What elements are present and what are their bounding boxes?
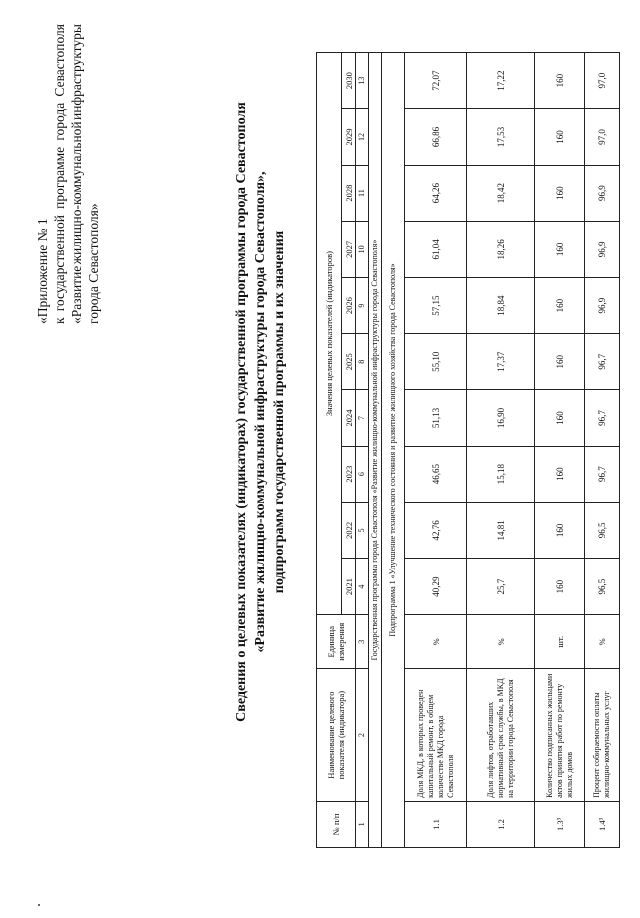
table-row bbox=[535, 53, 585, 848]
year-header: 2026 bbox=[342, 277, 356, 333]
row-value: 17,53 bbox=[467, 109, 535, 165]
row-value: 64,26 bbox=[405, 165, 467, 221]
year-header: 2024 bbox=[342, 390, 356, 446]
row-value: 61,04 bbox=[405, 221, 467, 277]
row-value: 160 bbox=[535, 390, 585, 446]
row-num: 1.2 bbox=[467, 801, 535, 847]
row-value: 17,22 bbox=[467, 53, 535, 109]
table-header-row bbox=[317, 53, 342, 848]
appendix-note bbox=[34, 24, 102, 324]
row-value: 25,7 bbox=[467, 558, 535, 614]
row-unit: шт. bbox=[535, 615, 585, 669]
row-value: 160 bbox=[535, 53, 585, 109]
indicators-table bbox=[316, 52, 620, 848]
program-title: Государственная программа города Севастополя «Развитие жилищно-коммунальной инфраструктуры города Севастополя» bbox=[369, 53, 382, 848]
appendix-word: государственной bbox=[52, 215, 67, 312]
row-value: 96,9 bbox=[585, 165, 620, 221]
row-name: Доля лифтов, отработавших нормативный срок службы, в МКД на территории города Севастополя bbox=[467, 669, 535, 801]
year-header: 2029 bbox=[342, 109, 356, 165]
title-line-2: «Развитие жилищно-коммунальной инфраструктуры города Севастополя», bbox=[253, 171, 268, 653]
row-value: 72,07 bbox=[405, 53, 467, 109]
year-header: 2021 bbox=[342, 558, 356, 614]
column-number: 4 bbox=[356, 558, 369, 614]
year-header: 2028 bbox=[342, 165, 356, 221]
row-value: 40,29 bbox=[405, 558, 467, 614]
program-row bbox=[369, 53, 382, 848]
year-header: 2025 bbox=[342, 334, 356, 390]
row-value: 16,90 bbox=[467, 390, 535, 446]
appendix-word: Севастополя bbox=[52, 24, 67, 97]
table-row bbox=[585, 53, 620, 848]
row-value: 46,65 bbox=[405, 446, 467, 502]
appendix-word: к bbox=[52, 317, 67, 324]
row-num: 1.3³ bbox=[535, 801, 585, 847]
row-num: 1.1 bbox=[405, 801, 467, 847]
column-number: 3 bbox=[356, 615, 369, 669]
row-value: 96,7 bbox=[585, 390, 620, 446]
table-row bbox=[405, 53, 467, 848]
table-row bbox=[467, 53, 535, 848]
row-value: 18,84 bbox=[467, 277, 535, 333]
year-header: 2027 bbox=[342, 221, 356, 277]
column-number: 7 bbox=[356, 390, 369, 446]
header-unit: Единица измерения bbox=[317, 615, 356, 669]
row-value: 97,0 bbox=[585, 53, 620, 109]
row-value: 97,0 bbox=[585, 109, 620, 165]
row-value: 160 bbox=[535, 334, 585, 390]
row-value: 18,26 bbox=[467, 221, 535, 277]
column-number: 11 bbox=[356, 165, 369, 221]
year-header: 2030 bbox=[342, 53, 356, 109]
row-value: 51,13 bbox=[405, 390, 467, 446]
column-number: 6 bbox=[356, 446, 369, 502]
year-header: 2023 bbox=[342, 446, 356, 502]
row-value: 96,5 bbox=[585, 558, 620, 614]
row-value: 160 bbox=[535, 446, 585, 502]
row-value: 160 bbox=[535, 558, 585, 614]
year-header: 2022 bbox=[342, 502, 356, 558]
row-value: 42,76 bbox=[405, 502, 467, 558]
header-name: Наименование целевого показателя (индикатора) bbox=[317, 669, 356, 801]
row-value: 96,7 bbox=[585, 446, 620, 502]
title-line-1: Сведения о целевых показателях (индикаторах) государственной программы города Севастополя bbox=[234, 102, 249, 722]
document-title bbox=[232, 62, 289, 762]
title-line-3: подпрограмм государственной программы и их значения bbox=[272, 230, 287, 594]
column-number: 13 bbox=[356, 53, 369, 109]
column-numbers-row bbox=[356, 53, 369, 848]
row-value: 96,9 bbox=[585, 221, 620, 277]
row-value: 17,37 bbox=[467, 334, 535, 390]
appendix-word: инфраструктуры bbox=[69, 24, 84, 121]
row-value: 96,7 bbox=[585, 334, 620, 390]
row-value: 160 bbox=[535, 502, 585, 558]
row-name: Количество подписанных жильцами актов принятия работ по ремонту жилых домов bbox=[535, 669, 585, 801]
subprogram-row bbox=[382, 53, 405, 848]
row-value: 66,86 bbox=[405, 109, 467, 165]
column-number: 1 bbox=[356, 801, 369, 847]
appendix-word: жилищно-коммунальной bbox=[69, 121, 84, 265]
appendix-word: «Развитие bbox=[69, 265, 84, 324]
row-unit: % bbox=[467, 615, 535, 669]
column-number: 2 bbox=[356, 669, 369, 801]
column-number: 8 bbox=[356, 334, 369, 390]
row-value: 96,5 bbox=[585, 502, 620, 558]
scan-speck bbox=[38, 904, 40, 906]
appendix-word: программе bbox=[52, 146, 67, 209]
row-value: 96,9 bbox=[585, 277, 620, 333]
row-value: 15,18 bbox=[467, 446, 535, 502]
row-value: 160 bbox=[535, 221, 585, 277]
column-number: 9 bbox=[356, 277, 369, 333]
subprogram-title: Подпрограмма 1 «Улучшение технического состояния и развитие жилищного хозяйства города Севастополя» bbox=[382, 53, 405, 848]
row-value: 14,81 bbox=[467, 502, 535, 558]
row-name: Процент собираемости оплаты жилищно-коммунальных услуг bbox=[585, 669, 620, 801]
row-name: Доля МКД, в которых проведен капитальный ремонт, в общем количестве МКД города Севастополя bbox=[405, 669, 467, 801]
row-value: 160 bbox=[535, 109, 585, 165]
row-unit: % bbox=[585, 615, 620, 669]
row-value: 160 bbox=[535, 277, 585, 333]
appendix-word: города bbox=[52, 102, 67, 141]
row-num: 1.4³ bbox=[585, 801, 620, 847]
row-value: 160 bbox=[535, 165, 585, 221]
column-number: 10 bbox=[356, 221, 369, 277]
column-number: 12 bbox=[356, 109, 369, 165]
row-value: 55,10 bbox=[405, 334, 467, 390]
column-number: 5 bbox=[356, 502, 369, 558]
row-value: 18,42 bbox=[467, 165, 535, 221]
row-value: 57,15 bbox=[405, 277, 467, 333]
header-values-group: Значения целевых показателей (индикаторов) bbox=[317, 53, 342, 615]
appendix-line-4: города Севастополя» bbox=[86, 203, 101, 324]
header-num: № п/п bbox=[317, 801, 356, 847]
row-unit: % bbox=[405, 615, 467, 669]
appendix-line-1: «Приложение № 1 bbox=[35, 218, 50, 324]
